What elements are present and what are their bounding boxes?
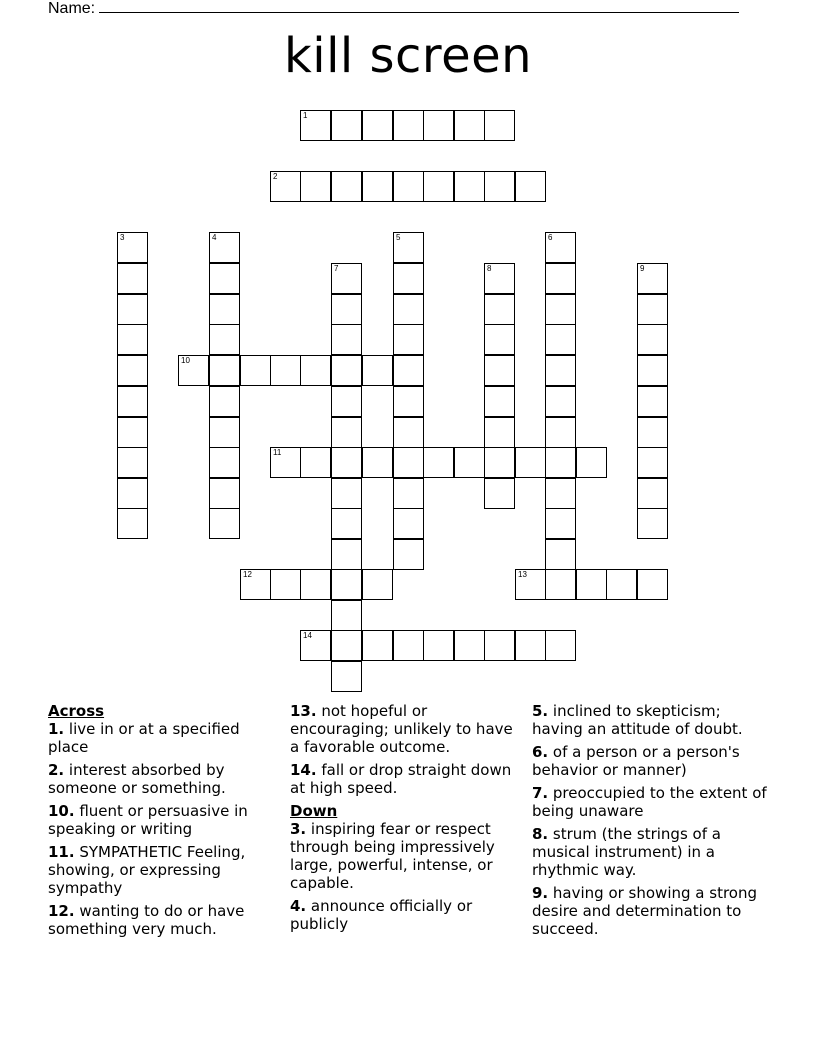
clue-item <box>48 720 270 756</box>
grid-cell[interactable] <box>209 447 240 478</box>
grid-cell[interactable] <box>393 386 424 417</box>
clue-number: 5 <box>396 233 401 242</box>
grid-cell[interactable] <box>331 447 362 478</box>
grid-cell[interactable] <box>545 355 576 386</box>
clue-item-text: interest absorbed by someone or something. <box>48 761 226 797</box>
grid-cell[interactable] <box>331 355 362 386</box>
grid-cell[interactable] <box>454 110 485 141</box>
grid-cell[interactable] <box>209 355 240 386</box>
grid-cell[interactable] <box>484 263 515 294</box>
grid-cell[interactable] <box>331 417 362 448</box>
clue-item <box>532 825 772 879</box>
grid-cell[interactable] <box>484 386 515 417</box>
clue-item-text: announce officially or publicly <box>290 897 473 933</box>
clue-item-number: 10. <box>48 802 75 820</box>
grid-cell[interactable] <box>300 110 331 141</box>
grid-cell[interactable] <box>545 386 576 417</box>
name-label: Name: <box>48 0 96 17</box>
clue-item-number: 12. <box>48 902 75 920</box>
grid-cell[interactable] <box>331 508 362 539</box>
grid-cell[interactable] <box>637 355 668 386</box>
grid-cell[interactable] <box>484 478 515 509</box>
grid-cell[interactable] <box>637 294 668 325</box>
grid-cell[interactable] <box>515 630 546 661</box>
grid-cell[interactable] <box>637 569 668 600</box>
clue-number: 3 <box>120 233 125 242</box>
clue-item-text: not hopeful or encouraging; unlikely to have a favorable outcome. <box>290 702 513 756</box>
grid-cell[interactable] <box>117 386 148 417</box>
grid-cell[interactable] <box>454 171 485 202</box>
grid-cell[interactable] <box>209 478 240 509</box>
grid-cell[interactable] <box>576 569 607 600</box>
grid-cell[interactable] <box>484 417 515 448</box>
grid-cell[interactable] <box>545 508 576 539</box>
grid-cell[interactable] <box>331 630 362 661</box>
clue-column-1 <box>48 702 270 943</box>
grid-cell[interactable] <box>393 478 424 509</box>
grid-cell[interactable] <box>300 447 331 478</box>
grid-cell[interactable] <box>393 508 424 539</box>
grid-cell[interactable] <box>331 478 362 509</box>
grid-cell[interactable] <box>393 110 424 141</box>
clue-number: 11 <box>273 448 282 457</box>
clue-item <box>48 902 270 938</box>
grid-cell[interactable] <box>484 294 515 325</box>
grid-cell[interactable] <box>209 294 240 325</box>
grid-cell[interactable] <box>362 171 393 202</box>
clue-item-text: of a person or a person's behavior or manner) <box>532 743 740 779</box>
clue-item-number: 2. <box>48 761 65 779</box>
grid-cell[interactable] <box>331 539 362 570</box>
grid-cell[interactable] <box>117 508 148 539</box>
grid-cell[interactable] <box>300 355 331 386</box>
clue-column-3 <box>532 702 772 943</box>
grid-cell[interactable] <box>423 447 454 478</box>
clue-number: 14 <box>303 631 312 640</box>
grid-cell[interactable] <box>637 447 668 478</box>
grid-cell[interactable] <box>331 661 362 692</box>
grid-cell[interactable] <box>637 386 668 417</box>
grid-cell[interactable] <box>393 324 424 355</box>
clue-item <box>532 884 772 938</box>
grid-cell[interactable] <box>117 355 148 386</box>
grid-cell[interactable] <box>484 355 515 386</box>
grid-cell[interactable] <box>393 232 424 263</box>
grid-cell[interactable] <box>117 263 148 294</box>
grid-cell[interactable] <box>393 447 424 478</box>
grid-cell[interactable] <box>270 171 301 202</box>
clue-item <box>290 761 515 797</box>
puzzle-title: kill screen <box>283 28 533 84</box>
grid-cell[interactable] <box>362 355 393 386</box>
grid-cell[interactable] <box>637 324 668 355</box>
clue-item <box>48 761 270 797</box>
grid-cell[interactable] <box>393 294 424 325</box>
clue-number: 7 <box>334 264 339 273</box>
grid-cell[interactable] <box>545 478 576 509</box>
grid-cell[interactable] <box>545 447 576 478</box>
clue-item <box>290 897 515 933</box>
grid-cell[interactable] <box>362 569 393 600</box>
grid-cell[interactable] <box>209 386 240 417</box>
grid-cell[interactable] <box>637 508 668 539</box>
grid-cell[interactable] <box>393 417 424 448</box>
clue-number: 8 <box>487 264 492 273</box>
grid-cell[interactable] <box>117 447 148 478</box>
grid-cell[interactable] <box>454 447 485 478</box>
clue-item <box>48 843 270 897</box>
clue-item-text: live in or at a specified place <box>48 720 240 756</box>
clue-item-text: SYMPATHETIC Feeling, showing, or expressing sympathy <box>48 843 246 897</box>
grid-cell[interactable] <box>117 417 148 448</box>
clue-item-number: 8. <box>532 825 549 843</box>
clue-item-number: 14. <box>290 761 317 779</box>
grid-cell[interactable] <box>484 171 515 202</box>
grid-cell[interactable] <box>331 171 362 202</box>
grid-cell[interactable] <box>240 355 271 386</box>
clue-column-2 <box>290 702 515 938</box>
grid-cell[interactable] <box>576 447 607 478</box>
grid-cell[interactable] <box>515 569 546 600</box>
clue-item-number: 9. <box>532 884 549 902</box>
grid-cell[interactable] <box>545 232 576 263</box>
clue-item-text: fall or drop straight down at high speed. <box>290 761 512 797</box>
clue-item-text: having or showing a strong desire and determination to succeed. <box>532 884 757 938</box>
clue-item-number: 7. <box>532 784 549 802</box>
grid-cell[interactable] <box>331 600 362 631</box>
grid-cell[interactable] <box>393 171 424 202</box>
grid-cell[interactable] <box>117 294 148 325</box>
grid-cell[interactable] <box>484 447 515 478</box>
grid-cell[interactable] <box>331 386 362 417</box>
grid-cell[interactable] <box>545 263 576 294</box>
grid-cell[interactable] <box>393 630 424 661</box>
grid-cell[interactable] <box>240 569 271 600</box>
grid-cell[interactable] <box>362 110 393 141</box>
grid-cell[interactable] <box>545 324 576 355</box>
grid-cell[interactable] <box>209 263 240 294</box>
grid-cell[interactable] <box>331 324 362 355</box>
clue-number: 9 <box>640 264 645 273</box>
grid-cell[interactable] <box>515 171 546 202</box>
clue-item <box>290 702 515 756</box>
down-heading: Down <box>290 802 338 820</box>
grid-cell[interactable] <box>117 478 148 509</box>
grid-cell[interactable] <box>209 324 240 355</box>
clue-number: 13 <box>518 570 527 579</box>
clue-item-number: 11. <box>48 843 75 861</box>
grid-cell[interactable] <box>209 508 240 539</box>
grid-cell[interactable] <box>637 263 668 294</box>
clue-number: 2 <box>273 172 278 181</box>
grid-cell[interactable] <box>454 630 485 661</box>
clue-item-text: inspiring fear or respect through being impressively large, powerful, intense, or capable. <box>290 820 495 892</box>
grid-cell[interactable] <box>300 630 331 661</box>
grid-cell[interactable] <box>270 569 301 600</box>
grid-cell[interactable] <box>300 569 331 600</box>
clue-item-text: fluent or persuasive in speaking or writing <box>48 802 248 838</box>
clue-number: 4 <box>212 233 217 242</box>
grid-cell[interactable] <box>545 417 576 448</box>
clue-item <box>532 743 772 779</box>
clue-item <box>48 802 270 838</box>
clue-number: 12 <box>243 570 252 579</box>
grid-cell[interactable] <box>484 630 515 661</box>
clue-item-number: 4. <box>290 897 307 915</box>
clue-item-number: 3. <box>290 820 307 838</box>
grid-cell[interactable] <box>362 447 393 478</box>
grid-cell[interactable] <box>209 417 240 448</box>
clue-number: 10 <box>181 356 190 365</box>
clue-item-text: strum (the strings of a musical instrument) in a rhythmic way. <box>532 825 721 879</box>
grid-cell[interactable] <box>484 324 515 355</box>
clue-number: 1 <box>303 111 308 120</box>
grid-cell[interactable] <box>331 294 362 325</box>
grid-cell[interactable] <box>637 478 668 509</box>
grid-cell[interactable] <box>393 263 424 294</box>
grid-cell[interactable] <box>545 294 576 325</box>
grid-cell[interactable] <box>515 447 546 478</box>
grid-cell[interactable] <box>270 355 301 386</box>
grid-cell[interactable] <box>300 171 331 202</box>
grid-cell[interactable] <box>393 539 424 570</box>
grid-cell[interactable] <box>484 110 515 141</box>
grid-cell[interactable] <box>270 447 301 478</box>
grid-cell[interactable] <box>178 355 209 386</box>
grid-cell[interactable] <box>331 263 362 294</box>
grid-cell[interactable] <box>209 232 240 263</box>
clue-item-text: preoccupied to the extent of being unaware <box>532 784 767 820</box>
clue-number: 6 <box>548 233 553 242</box>
clue-item-number: 13. <box>290 702 317 720</box>
grid-cell[interactable] <box>545 539 576 570</box>
grid-cell[interactable] <box>423 171 454 202</box>
clue-item-text: wanting to do or have something very much. <box>48 902 245 938</box>
clue-item <box>290 820 515 892</box>
grid-cell[interactable] <box>545 569 576 600</box>
clue-item <box>532 702 772 738</box>
grid-cell[interactable] <box>606 569 637 600</box>
clue-item-number: 5. <box>532 702 549 720</box>
clue-item-text: inclined to skepticism; having an attitude of doubt. <box>532 702 743 738</box>
across-heading: Across <box>48 702 105 720</box>
grid-cell[interactable] <box>423 630 454 661</box>
clue-item-number: 1. <box>48 720 65 738</box>
clue-item-number: 6. <box>532 743 549 761</box>
grid-cell[interactable] <box>331 569 362 600</box>
grid-cell[interactable] <box>393 355 424 386</box>
grid-cell[interactable] <box>637 417 668 448</box>
clue-item <box>532 784 772 820</box>
grid-cell[interactable] <box>423 110 454 141</box>
grid-cell[interactable] <box>117 324 148 355</box>
grid-cell[interactable] <box>362 630 393 661</box>
grid-cell[interactable] <box>545 630 576 661</box>
grid-cell[interactable] <box>117 232 148 263</box>
grid-cell[interactable] <box>331 110 362 141</box>
